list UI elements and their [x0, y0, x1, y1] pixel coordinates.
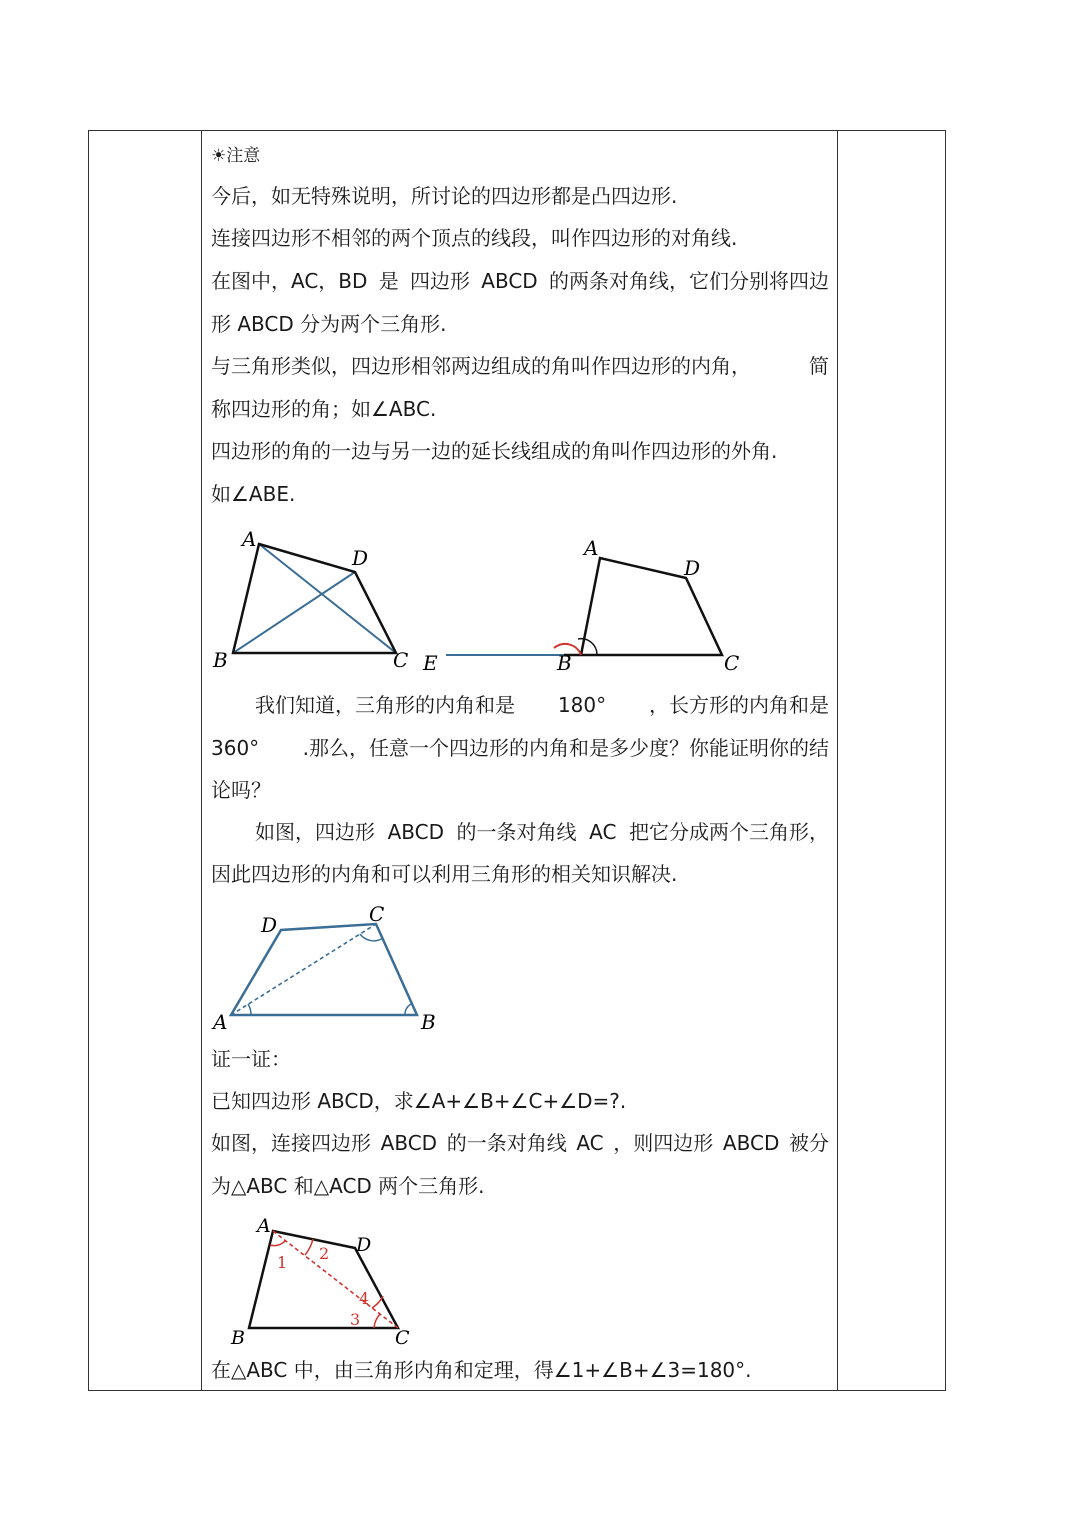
paragraph-7-line-2: 因此四边形的内角和可以利用三角形的相关知识解决.: [211, 862, 678, 886]
text-run: 把它分成两个三角形，: [628, 820, 829, 844]
paragraph-3-line-2: 形 ABCD 分为两个三角形.: [211, 312, 447, 336]
text-run: 的一条对角线: [446, 1131, 567, 1155]
paragraph-5-line-1: 四边形的角的一边与另一边的延长线组成的角叫作四边形的外角.: [211, 439, 778, 463]
note-label: 注意: [226, 146, 261, 166]
text-run: 我们知道，三角形的内角和是: [255, 693, 515, 717]
text-run: ABCD: [380, 1131, 438, 1155]
paragraph-8: 证一证：: [211, 1047, 291, 1071]
label-b: B: [557, 651, 572, 672]
angle-number-1: 1: [277, 1253, 288, 1272]
paragraph-6-line-2: [211, 734, 829, 762]
label-c: C: [369, 902, 385, 926]
text-run: 180°: [557, 693, 607, 717]
paragraph-6-line-3: 论吗？: [211, 778, 271, 802]
text-run: 的两条对角线，它们分别将四边: [548, 269, 829, 293]
paragraph-1: 今后，如无特殊说明，所讨论的四边形都是凸四边形.: [211, 184, 678, 208]
text-run: ，长方形的内角和是: [649, 693, 829, 717]
label-c: C: [724, 651, 740, 672]
angle-number-3: 3: [350, 1310, 361, 1329]
paragraph-10-line-2: 为△ABC 和△ACD 两个三角形.: [211, 1174, 485, 1198]
text-run: .那么，任意一个四边形的内角和是多少度？你能证明你的结: [302, 736, 829, 760]
column-divider-right: [837, 131, 838, 1390]
label-c: C: [393, 648, 409, 672]
note-heading: [211, 142, 260, 170]
text-run: 是: [378, 269, 399, 293]
figure-trapezoid-diagonal: [211, 900, 461, 1030]
paragraph-10-line-1: [211, 1129, 829, 1157]
label-a: A: [213, 1010, 228, 1030]
label-b: B: [213, 648, 228, 672]
label-d: D: [684, 556, 701, 580]
text-run: 简: [809, 354, 829, 378]
text-run: ABCD: [722, 1131, 780, 1155]
label-b: B: [231, 1327, 245, 1349]
label-d: D: [356, 1234, 372, 1256]
angle-number-4: 4: [359, 1289, 370, 1308]
label-d: D: [352, 546, 369, 570]
figure-exterior-angle: [422, 536, 739, 672]
sun-icon: ☀: [211, 146, 227, 166]
label-a: A: [242, 527, 257, 551]
text-run: 与三角形类似，四边形相邻两边组成的角叫作四边形的内角，: [211, 354, 751, 378]
label-e: E: [423, 651, 438, 672]
text-run: 如图，四边形: [255, 820, 375, 844]
paragraph-3-line-1: [211, 267, 829, 295]
label-b: B: [421, 1010, 436, 1030]
text-run: ，则四边形: [613, 1131, 714, 1155]
text-run: AC: [589, 820, 617, 844]
column-divider-left: [201, 131, 202, 1390]
paragraph-2: 连接四边形不相邻的两个顶点的线段，叫作四边形的对角线.: [211, 226, 738, 250]
text-run: 360°: [211, 736, 260, 760]
paragraph-4-line-2: 称四边形的角；如∠ABC.: [211, 397, 437, 421]
figure-numbered-angles: [211, 1212, 431, 1352]
text-run: ABCD: [387, 820, 444, 844]
angle-number-2: 2: [319, 1244, 330, 1263]
label-c: C: [395, 1327, 410, 1349]
label-d: D: [261, 913, 278, 937]
paragraph-5-line-2: 如∠ABE.: [211, 482, 296, 506]
paragraph-11: 在△ABC 中，由三角形内角和定理，得∠1+∠B+∠3=180°.: [211, 1358, 752, 1382]
paragraph-9: 已知四边形 ABCD，求∠A+∠B+∠C+∠D=?.: [211, 1089, 627, 1113]
text-run: 如图，连接四边形: [211, 1131, 371, 1155]
text-run: 在图中，AC，BD: [211, 269, 368, 293]
text-run: AC: [576, 1131, 604, 1155]
label-a: A: [584, 536, 599, 560]
text-run: 的一条对角线: [456, 820, 577, 844]
text-run: ABCD: [481, 269, 538, 293]
text-run: 被分: [788, 1131, 829, 1155]
paragraph-7-line-1: [211, 818, 829, 846]
paragraph-6-line-1: [211, 691, 829, 719]
figure-diagonals: [212, 527, 408, 672]
label-a: A: [257, 1215, 271, 1237]
paragraph-4-line-1: [211, 352, 829, 380]
text-run: 四边形: [409, 269, 470, 293]
quadrilateral-figures: [211, 522, 771, 672]
